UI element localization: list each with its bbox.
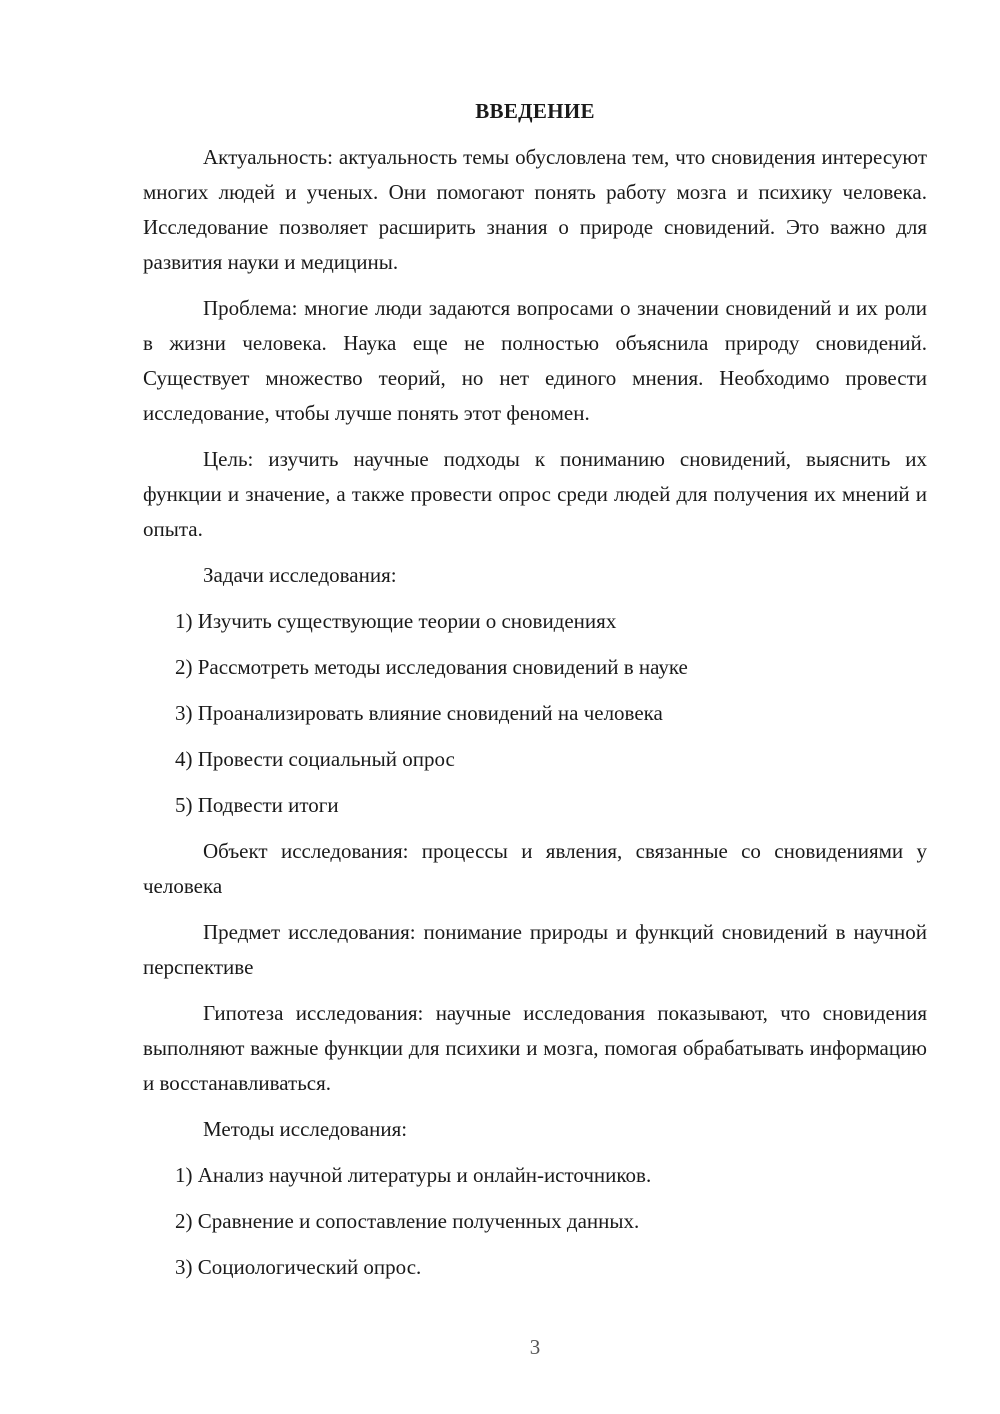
task-item: 3) Проанализировать влияние сновидений на человека [175,701,663,725]
method-item: 2) Сравнение и сопоставление полученных данных. [175,1209,640,1233]
relevance-paragraph: Актуальность: актуальность темы обусловлена тем, что сновидения интересуют многих людей и ученых. Они помогают понять работу мозга и психику человека. Исследование позволяет расширить знания о природе сновидений. Это важно для развития науки и медицины. [143,145,927,274]
method-item: 3) Социологический опрос. [175,1255,422,1279]
task-item: 4) Провести социальный опрос [175,747,455,771]
problem-paragraph: Проблема: многие люди задаются вопросами о значении сновидений и их роли в жизни человека. Наука еще не полностью объяснила природу сновидений. Существует множество теорий, но нет единого мнения. Необходимо провести исследование, чтобы лучше понять этот феномен. [143,296,927,425]
document-page [143,94,927,1296]
task-item: 5) Подвести итоги [175,793,339,817]
goal-paragraph: Цель: изучить научные подходы к пониманию сновидений, выяснить их функции и значение, а также провести опрос среди людей для получения их мнений и опыта. [143,447,927,541]
object-paragraph: Объект исследования: процессы и явления, связанные со сновидениями у человека [143,839,927,898]
subject-paragraph: Предмет исследования: понимание природы и функций сновидений в научной перспективе [143,920,927,979]
task-item: 2) Рассмотреть методы исследования сновидений в науке [175,655,688,679]
section-heading: ВВЕДЕНИЕ [475,99,595,123]
task-item: 1) Изучить существующие теории о сновидениях [175,609,617,633]
page-number: 3 [529,1335,541,1359]
methods-list [143,1158,927,1285]
tasks-list [143,604,927,823]
hypothesis-paragraph: Гипотеза исследования: научные исследования показывают, что сновидения выполняют важные функции для психики и мозга, помогая обрабатывать информацию и восстанавливаться. [143,1001,927,1095]
methods-label: Методы исследования: [203,1117,408,1141]
tasks-label: Задачи исследования: [203,563,397,587]
method-item: 1) Анализ научной литературы и онлайн-источников. [175,1163,652,1187]
